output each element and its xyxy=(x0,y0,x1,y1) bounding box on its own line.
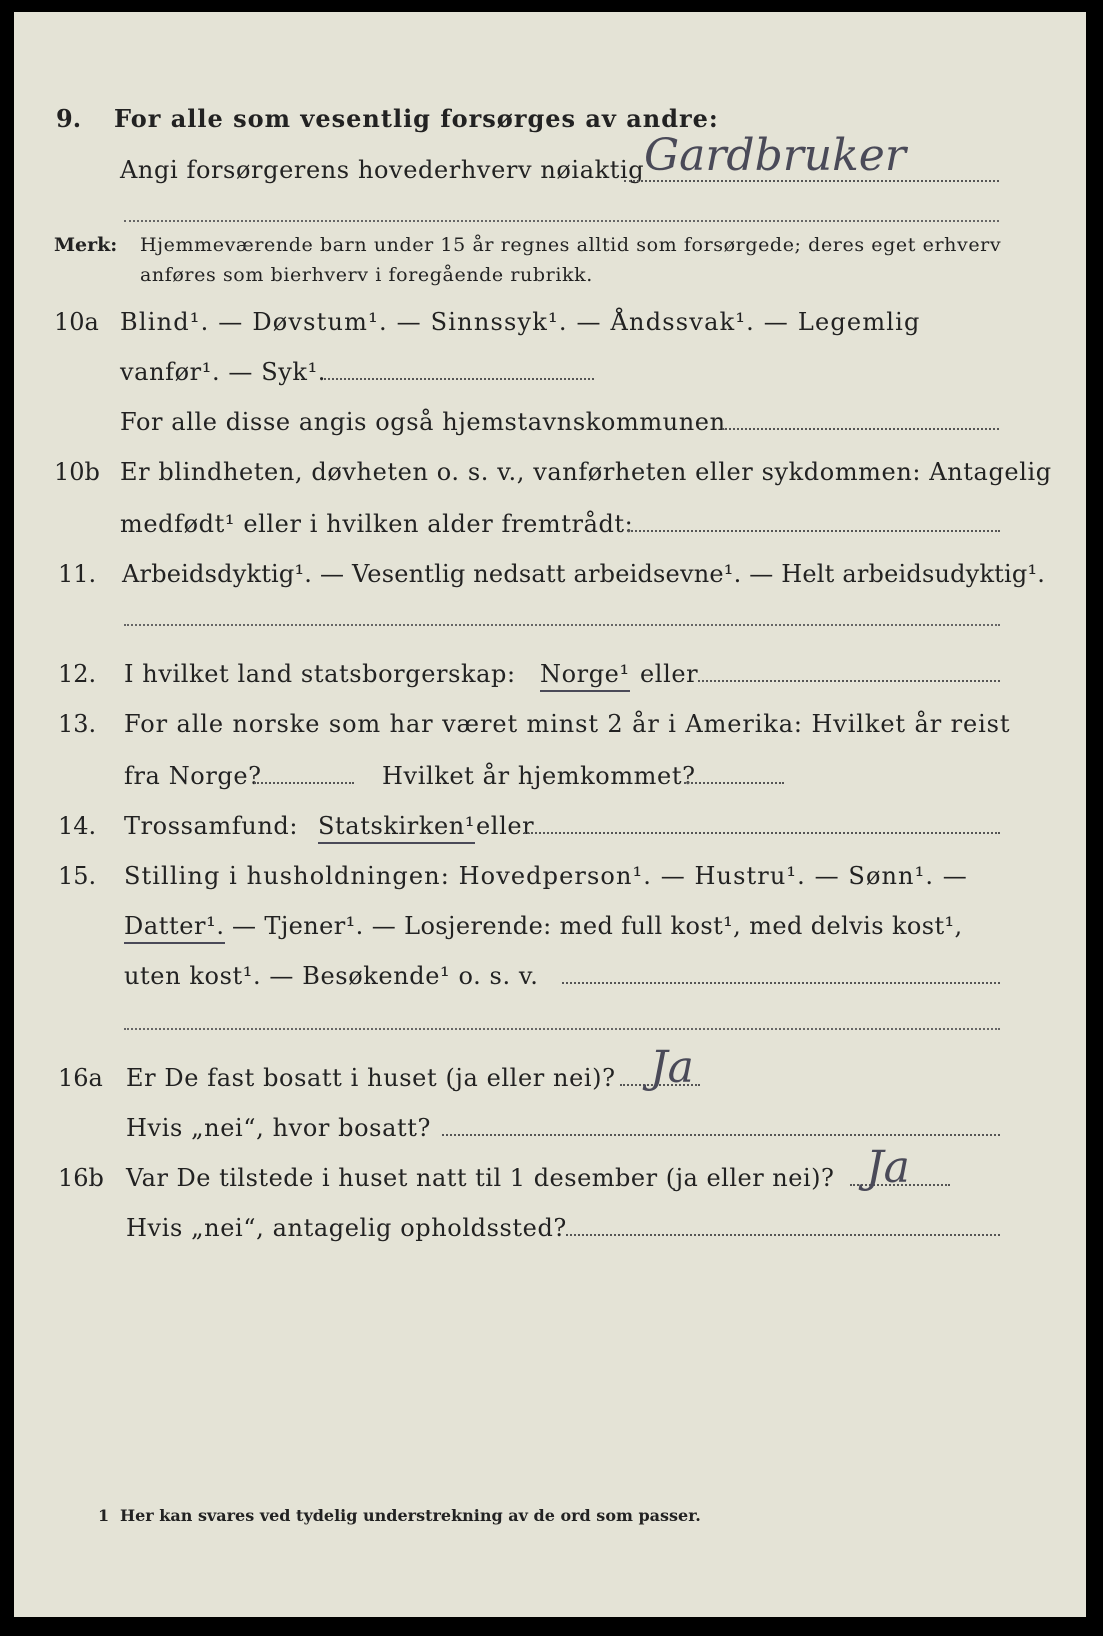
q9-number: 9. xyxy=(56,104,82,133)
q10a-line3-fill xyxy=(722,428,999,430)
q14-underlined-answer: Statskirken¹ xyxy=(318,812,475,844)
q10b-number: 10b xyxy=(54,458,100,486)
q14-tail: eller xyxy=(476,812,535,840)
q12-fill xyxy=(698,680,1000,682)
q10a-line3: For alle disse angis også hjemstavnskommunen xyxy=(120,408,726,436)
q9-handwritten-answer: Gardbruker xyxy=(644,130,906,181)
q16a-line1: Er De fast bosatt i huset (ja eller nei)? xyxy=(126,1064,616,1092)
q13-line1: For alle norske som har været minst 2 år i Amerika: Hvilket år reist xyxy=(124,710,1011,738)
q16a-number: 16a xyxy=(58,1064,103,1092)
q9-extra-line xyxy=(124,220,999,222)
q15-line1: Stilling i husholdningen: Hovedperson¹. — Hustru¹. — Sønn¹. — xyxy=(124,862,968,890)
q9-line2-label: Angi forsørgerens hovederhverv nøiaktig xyxy=(120,156,645,184)
merk-line1: Hjemmeværende barn under 15 år regnes alltid som forsørgede; deres eget erhverv xyxy=(140,234,1002,256)
q9-line1: For alle som vesentlig forsørges av andre: xyxy=(114,104,719,133)
footnote-text: Her kan svares ved tydelig understrekning av de ord som passer. xyxy=(120,1506,701,1525)
q13-number: 13. xyxy=(58,710,97,738)
q15-underlined-answer: Datter¹. xyxy=(124,912,225,944)
q10b-line2-fill xyxy=(628,530,1000,532)
q16b-line1: Var De tilstede i huset natt til 1 desember (ja eller nei)? xyxy=(126,1164,835,1192)
q16b-number: 16b xyxy=(58,1164,104,1192)
q14-label: Trossamfund: xyxy=(124,812,299,840)
q16a-line2-fill xyxy=(442,1134,1000,1136)
q12-number: 12. xyxy=(58,660,97,688)
q13-line2b-fill xyxy=(684,782,784,784)
q10a-number: 10a xyxy=(54,308,99,336)
q10b-line1: Er blindheten, døvheten o. s. v., vanførheten eller sykdommen: Antagelig xyxy=(120,458,1052,486)
q10b-line2: medfødt¹ eller i hvilken alder fremtrådt: xyxy=(120,510,634,538)
q15-fill xyxy=(562,982,1000,984)
q16b-handwritten-answer: Ja xyxy=(866,1142,910,1193)
q15-line2-rest: — Tjener¹. — Losjerende: med full kost¹, med delvis kost¹, xyxy=(232,912,963,940)
q16a-line2: Hvis „nei“, hvor bosatt? xyxy=(126,1114,431,1142)
footnote-mark: 1 xyxy=(98,1506,110,1525)
merk-line2: anføres som bierhverv i foregående rubrikk. xyxy=(140,264,593,286)
q10a-line2: vanfør¹. — Syk¹. xyxy=(120,358,327,386)
q13-line2b: Hvilket år hjemkommet? xyxy=(382,762,696,790)
q15-line3: uten kost¹. — Besøkende¹ o. s. v. xyxy=(124,962,539,990)
q11-line1: Arbeidsdyktig¹. — Vesentlig nedsatt arbeidsevne¹. — Helt arbeidsudyktig¹. xyxy=(122,560,1046,588)
q10a-line1: Blind¹. — Døvstum¹. — Sinnssyk¹. — Åndssvak¹. — Legemlig xyxy=(120,308,921,336)
q13-line2a: fra Norge? xyxy=(124,762,262,790)
q12-label: I hvilket land statsborgerskap: xyxy=(124,660,516,688)
q11-number: 11. xyxy=(58,560,97,588)
q16b-line2: Hvis „nei“, antagelig opholdssted? xyxy=(126,1214,567,1242)
q12-tail: eller xyxy=(640,660,699,688)
q12-underlined-answer: Norge¹ xyxy=(540,660,630,692)
q16a-handwritten-answer: Ja xyxy=(650,1042,694,1093)
q10a-line2-fill xyxy=(324,378,594,380)
q11-extra-line xyxy=(124,624,1000,626)
q15-extra-line xyxy=(124,1028,1000,1030)
q16b-line2-fill xyxy=(566,1234,1000,1236)
census-form-page xyxy=(14,12,1086,1617)
q14-fill xyxy=(524,832,1000,834)
q14-number: 14. xyxy=(58,812,97,840)
q15-number: 15. xyxy=(58,862,97,890)
q13-line2a-fill xyxy=(254,782,354,784)
merk-label: Merk: xyxy=(54,234,118,256)
